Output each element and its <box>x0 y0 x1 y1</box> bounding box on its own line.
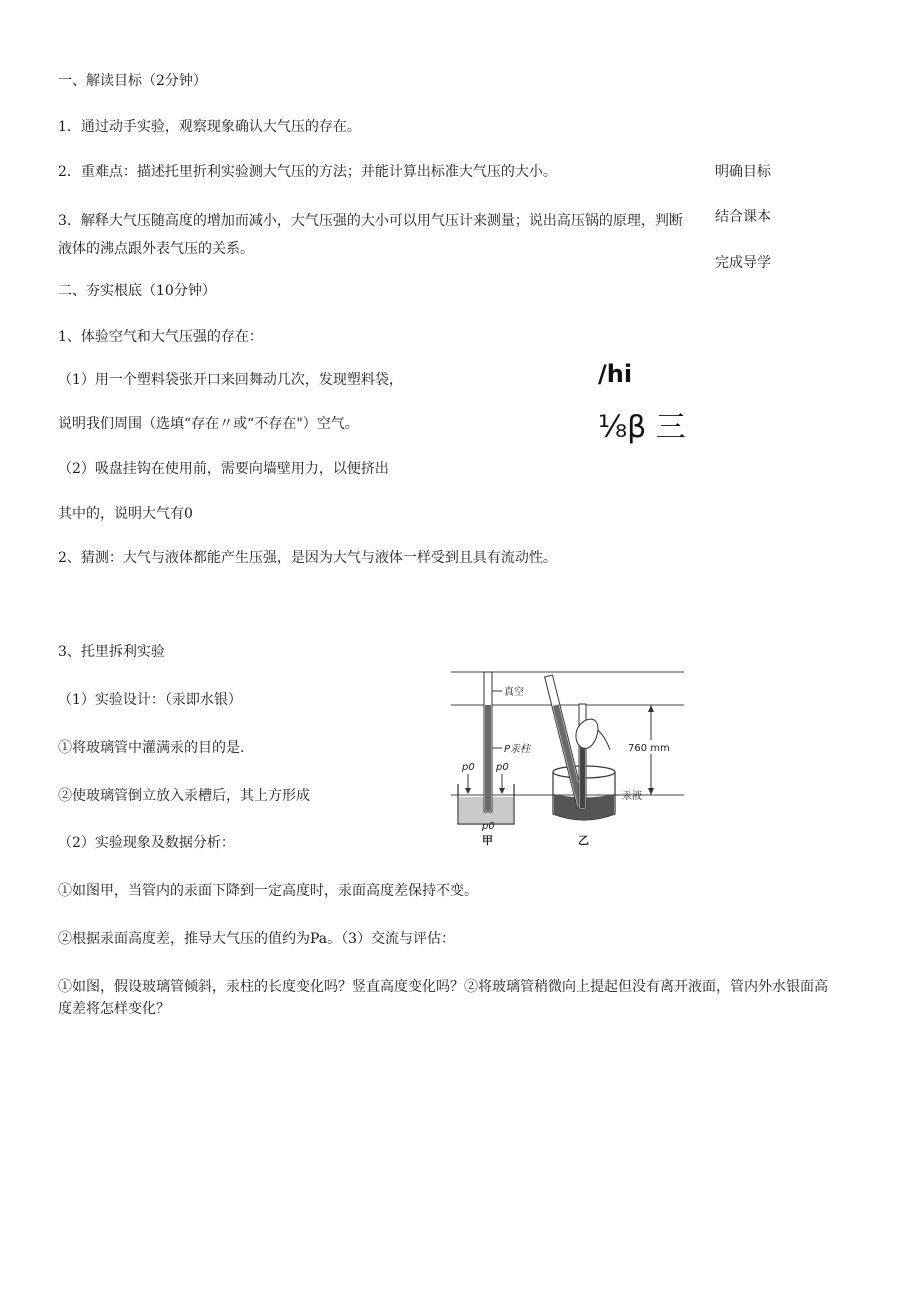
question-3-part-1: （1）实验设计：（汞即水银） <box>58 692 242 708</box>
section2-heading: 二、夯实根底（10分钟） <box>58 283 216 299</box>
p0-right-arrowhead <box>499 788 505 794</box>
height-label: 760 mm <box>628 743 670 754</box>
vacuum-label: 真空 <box>504 687 524 698</box>
torricelli-figure <box>448 664 688 858</box>
question-3-part-2a: ①如图甲，当管内的汞面下降到一定高度时，汞面高度差保持不变。 <box>58 883 478 899</box>
p0-right-label: p0 <box>496 762 509 773</box>
question-3-title: 3、托里拆利实验 <box>58 644 165 660</box>
stray-ocr-text-2: ⅛β 三 <box>598 410 686 445</box>
question-3-part-1a: ①将玻璃管中灌满汞的目的是. <box>58 740 245 756</box>
mercury-column-jia <box>485 705 491 811</box>
objective-1: 1．通过动手实验，观察现象确认大气压的存在。 <box>58 119 361 135</box>
question-1-part-1: （1）用一个塑料袋张开口来回舞动几次，发现塑料袋， <box>58 372 403 388</box>
torricelli-diagram <box>448 664 688 854</box>
side-note-1: 明确目标 <box>715 164 771 180</box>
stray-ocr-text-1: /hi <box>598 360 633 388</box>
height-dimension <box>626 705 678 795</box>
p0-left-label: p0 <box>462 762 475 773</box>
p0-left-arrowhead <box>465 788 471 794</box>
question-1-part-1-cont: 说明我们周围（选填“存在〃或“不存在"）空气。 <box>58 416 359 432</box>
side-note-3: 完成导学 <box>715 255 771 271</box>
objective-2: 2．重难点：描述托里折利实验测大气压的方法；并能计算出标准大气压的大小。 <box>58 164 557 180</box>
question-1-part-2-cont: 其中的，说明大气有0 <box>58 506 193 522</box>
height-arrow-bottom <box>648 788 654 795</box>
question-1-part-2: （2）吸盘挂钩在使用前，需要向墙壁用力，以便挤出 <box>58 461 389 477</box>
question-3-part-1b: ②使玻璃管倒立放入汞槽后，其上方形成 <box>58 788 310 804</box>
question-3-part-2b: ②根据汞面高度差，推导大气压的值约为Pa。（3）交流与评估： <box>58 931 456 947</box>
question-2: 2、猜测：大气与液体都能产生压强，是因为大气与液体一样受到且具有流动性。 <box>58 550 557 566</box>
question-3-part-3: ①如图，假设玻璃管倾斜，汞柱的长度变化吗？竖直高度变化吗？②将玻璃管稍微向上提起但没有离开液面，管内外水银面高度差将怎样变化？ <box>58 979 828 1017</box>
label-jia: 甲 <box>482 834 493 847</box>
question-3-part-2: （2）实验现象及数据分析： <box>58 835 235 851</box>
label-yi: 乙 <box>578 834 589 847</box>
question-1-title: 1、体验空气和大气压强的存在： <box>58 329 263 345</box>
p-column-label: P汞柱 <box>504 744 531 755</box>
apparatus-yi <box>545 675 642 847</box>
height-arrow-top <box>648 705 654 712</box>
apparatus-jia <box>458 672 532 847</box>
section1-heading: 一、解读目标（2分钟） <box>58 73 207 89</box>
mercury-label: 汞液 <box>622 791 642 802</box>
side-note-2: 结合课本 <box>715 209 771 225</box>
p0-bottom-label: p0 <box>482 821 495 832</box>
objective-3: 3．解释大气压随高度的增加而减小，大气压强的大小可以用气压计来测量；说出高压锅的原理，判断液体的沸点跟外表气压的关系。 <box>58 213 683 257</box>
hand-wrist <box>598 730 610 750</box>
